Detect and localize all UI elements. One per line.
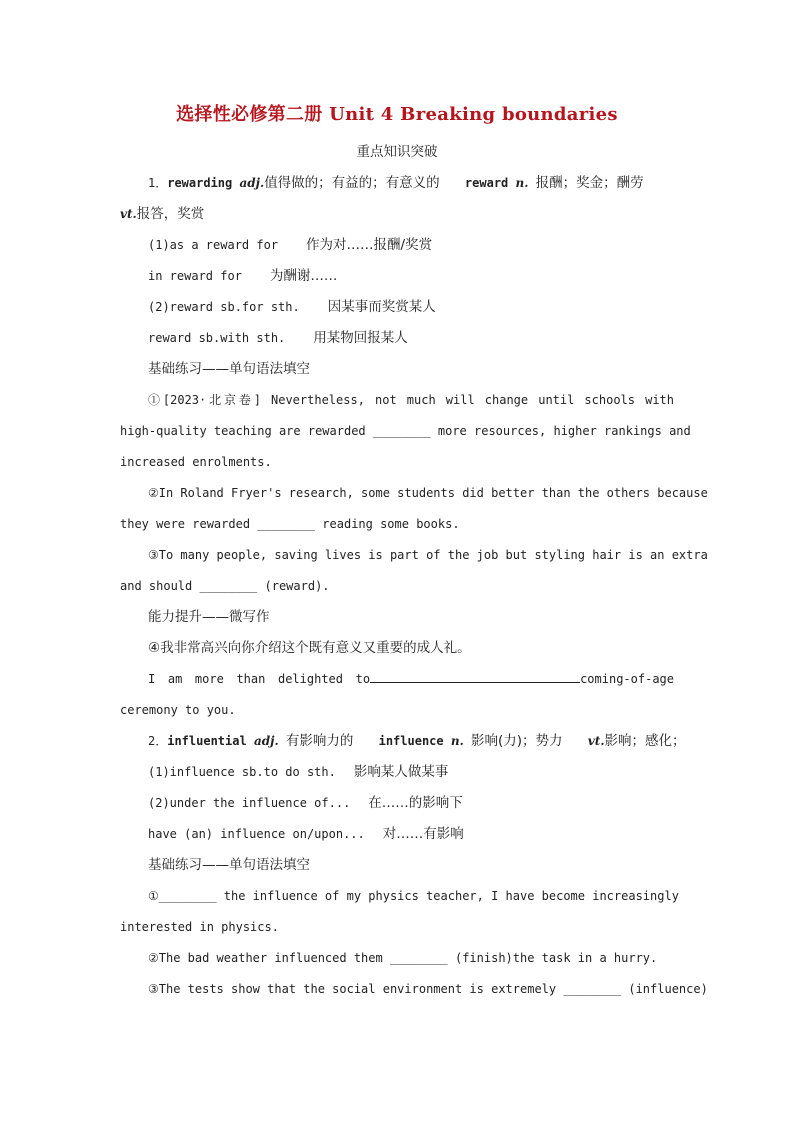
phrase-en: (1)influence sb.to do sth. — [148, 765, 336, 779]
phrase-cn: 因某事而奖赏某人 — [327, 299, 436, 315]
document-title: 选择性必修第二册 Unit 4 Breaking boundaries — [176, 104, 618, 125]
writing-prompt-cn: ④我非常高兴向你介绍这个既有意义又重要的成人礼。 — [148, 640, 471, 656]
exercise-line: high-quality teaching are rewarded ________ more resources, higher rankings and — [120, 424, 691, 438]
phrase-row — [120, 230, 674, 261]
item2-number: 2． — [148, 734, 168, 748]
item2-pos: adj. — [253, 734, 279, 748]
phrase-row — [120, 292, 674, 323]
item1-meaning3: 报答，奖赏 — [136, 206, 205, 222]
exercise-line: increased enrolments. — [120, 455, 272, 469]
practice-heading: 基础练习——单句语法填空 — [148, 857, 310, 873]
phrase-en: (2)reward sb.for sth. — [148, 300, 300, 314]
exercise-line: ①________ the influence of my physics teacher, I have become increasingly — [148, 889, 679, 903]
item2-word2: influence — [378, 734, 444, 748]
item2-meaning3: 影响；感化； — [604, 733, 686, 749]
phrase-cn: 对……有影响 — [382, 826, 464, 842]
item1-word: rewarding — [167, 176, 233, 190]
item1-pos3: vt. — [120, 207, 137, 221]
item1-word2: reward — [464, 176, 509, 190]
writing-start: I am more than delighted to — [148, 672, 371, 686]
phrase-cn: 为酬谢…… — [269, 268, 338, 284]
item2-pos2: n. — [450, 734, 464, 748]
item1-pos: adj. — [239, 176, 265, 190]
exercise-line: and should ________ (reward). — [120, 579, 330, 593]
section-subtitle: 重点知识突破 — [356, 144, 438, 160]
exercise-line: ②In Roland Fryer's research, some students did better than the others because — [148, 486, 708, 500]
phrase-cn: 在……的影响下 — [368, 795, 463, 811]
item1-pos2: n. — [515, 176, 529, 190]
item2-word: influential — [167, 734, 247, 748]
phrase-en: (2)under the influence of... — [148, 796, 351, 810]
item2-meaning2: 影响(力)；势力 — [471, 733, 563, 749]
writing-end: coming-of-age — [580, 672, 674, 686]
phrase-en: have (an) influence on/upon... — [148, 827, 365, 841]
exercise-line: interested in physics. — [120, 920, 279, 934]
writing-line-2: ceremony to you. — [120, 703, 236, 717]
item2-meaning: 有影响力的 — [285, 733, 354, 749]
phrase-cn: 用某物回报某人 — [313, 330, 408, 346]
item1-meaning2: 报酬；奖金；酬劳 — [535, 175, 644, 191]
exercise-line: they were rewarded ________ reading some books. — [120, 517, 460, 531]
item2-heading — [120, 726, 686, 757]
answer-blank[interactable] — [370, 668, 580, 683]
writing-line — [120, 664, 674, 695]
practice-heading: 基础练习——单句语法填空 — [148, 361, 310, 377]
phrase-row — [120, 757, 674, 788]
phrase-row — [120, 261, 674, 292]
phrase-cn: 作为对……报酬/奖赏 — [306, 237, 433, 253]
item1-heading-cont — [120, 199, 674, 230]
item1-number: 1． — [148, 176, 168, 190]
phrase-row — [120, 819, 674, 850]
phrase-row — [120, 323, 674, 354]
phrase-row — [120, 788, 674, 819]
item2-pos3: vt. — [587, 734, 605, 748]
document-page — [120, 100, 708, 1005]
phrase-en: reward sb.with sth. — [148, 331, 286, 345]
exercise-line: ③To many people, saving lives is part of the job but styling hair is an extra — [148, 548, 708, 562]
exercise-line: ②The bad weather influenced them ________ (finish)the task in a hurry. — [148, 951, 658, 965]
phrase-en: (1)as a reward for — [148, 238, 279, 252]
phrase-cn: 影响某人做某事 — [353, 764, 449, 780]
phrase-en: in reward for — [148, 269, 242, 283]
item1-meaning: 值得做的；有益的；有意义的 — [264, 175, 440, 191]
ability-heading: 能力提升——微写作 — [148, 609, 270, 625]
exercise-line: ③The tests show that the social environment is extremely ________ (influence) — [148, 982, 708, 996]
exercise-line: ①[2023·北京卷] Nevertheless, not much will change until schools with — [148, 393, 674, 407]
item1-heading — [120, 168, 674, 199]
